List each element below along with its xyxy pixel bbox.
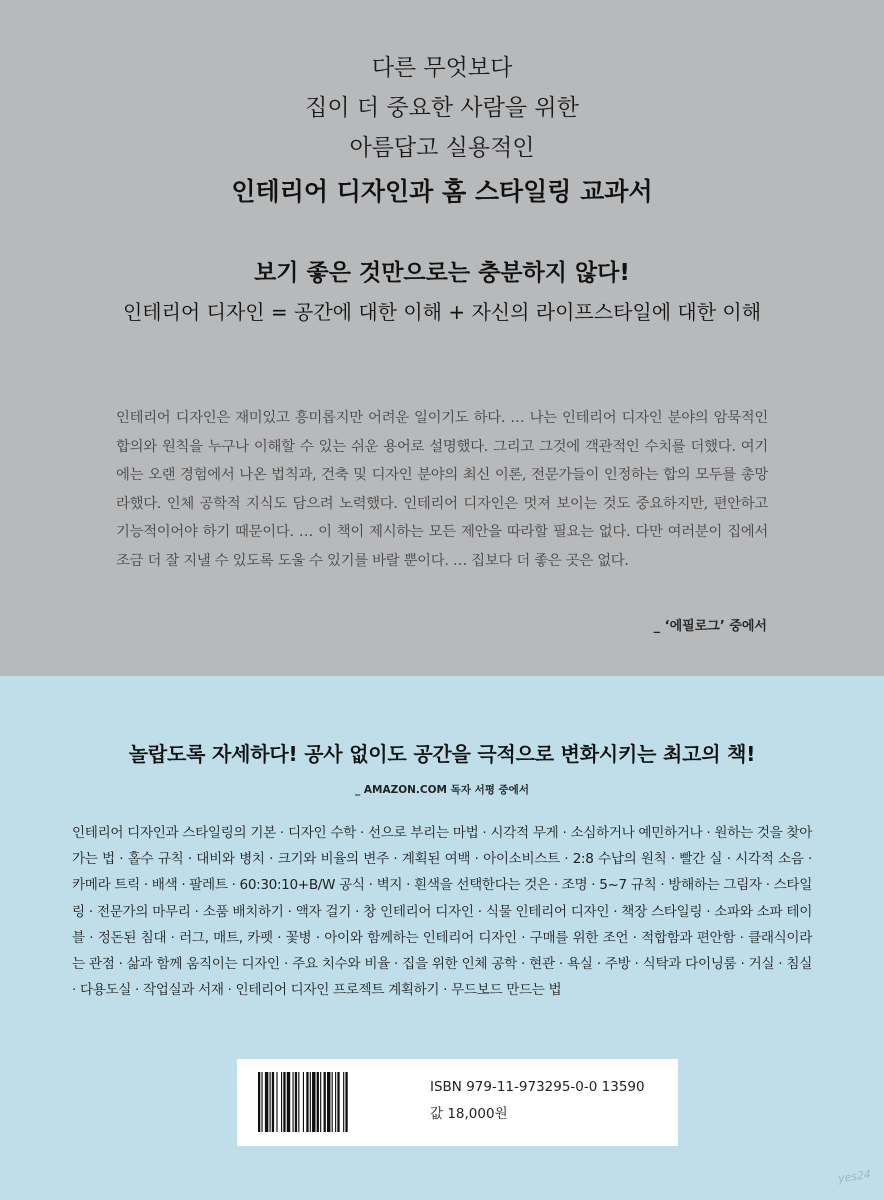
quote-source: _ ‘에필로그’ 중에서 [653,619,767,634]
barcode-icon [256,1072,416,1132]
headline: 보기 좋은 것만으로는 충분하지 않다! [254,260,630,286]
intro-line-3: 아름답고 실용적인 [349,135,535,161]
epilogue-quote: 인테리어 디자인은 재미있고 흥미롭지만 어려운 일이기도 하다. … 나는 인테리어 디자인 분야의 암묵적인 합의와 원칙을 누구나 이해할 수 있는 쉬운 용어로 설명했다. 그리고 그것에 객관적인 수치를 더했다. 여기에는 오랜 경험에서 나온 법칙과, 건축 및 디자인 분야의 최신 이론, 전문가들이 인정하는 합의 모두를 총망라했다. 인체 공학적 지식도 담으려 노력했다. 인테리어 디자인은 멋져 보이는 것도 중요하지만, 편안하고 기능적이어야 하기 때문이다. … 이 책이 제시하는 모든 제안을 따라할 필요는 없다. 다만 여러분이 집에서 조금 더 잘 지낼 수 있도록 도울 수 있기를 바랄 뿐이다. … 집보다 더 좋은 곳은 없다. [116,410,768,569]
book-subject-title: 인테리어 디자인과 홈 스타일링 교과서 [231,177,653,206]
review-source: _ AMAZON.COM 독자 서평 중에서 [355,784,529,796]
bottom-panel [0,676,884,1200]
contents-list: 인테리어 디자인과 스타일링의 기본 · 디자인 수학 · 선으로 부리는 마법 · 시각적 무게 · 소심하거나 예민하거나 · 원하는 것을 찾아가는 법 · 홀수 규칙 · 대비와 병치 · 크기와 비율의 변주 · 계획된 여백 · 아이소비스트 · 2:8 수납의 원칙 · 빨간 실 · 시각적 소음 · 카메라 트릭 · 배색 · 팔레트 · 60:30:10+B/W 공식 · 벽지 · 흰색을 선택한다는 것은 · 조명 · 5~7 규칙 · 방해하는 그림자 · 스타일링 · 전문가의 마무리 · 소품 배치하기 · 액자 걸기 · 창 인테리어 디자인 · 식물 인테리어 디자인 · 책장 스타일링 · 소파와 소파 테이블 · 정돈된 침대 · 러그, 매트, 카펫 · 꽃병 · 아이와 함께하는 인테리어 디자인 · 구매를 위한 조언 · 적합함과 편안함 · 클래식이라는 관점 · 삶과 함께 움직이는 디자인 · 주요 치수와 비율 · 집을 위한 인체 공학 · 현관 · 욕실 · 주방 · 식탁과 다이닝룸 · 거실 · 침실 · 다용도실 · 작업실과 서재 · 인테리어 디자인 프로젝트 계획하기 · 무드보드 만드는 법 [72,825,812,999]
design-equation: 인테리어 디자인 = 공간에 대한 이해 + 자신의 라이프스타일에 대한 이해 [122,300,762,324]
barcode-panel [237,1059,678,1146]
review-headline: 놀랍도록 자세하다! 공사 없이도 공간을 극적으로 변화시키는 최고의 책! [128,742,756,766]
intro-line-1: 다른 무엇보다 [371,55,513,81]
isbn-text: ISBN 979-11-973295-0-0 13590 [430,1079,645,1095]
watermark-logo: yes24 [837,1167,872,1186]
price-text: 값 18,000원 [430,1106,508,1122]
intro-block [0,48,884,214]
intro-line-2: 집이 더 중요한 사람을 위한 [305,95,579,121]
